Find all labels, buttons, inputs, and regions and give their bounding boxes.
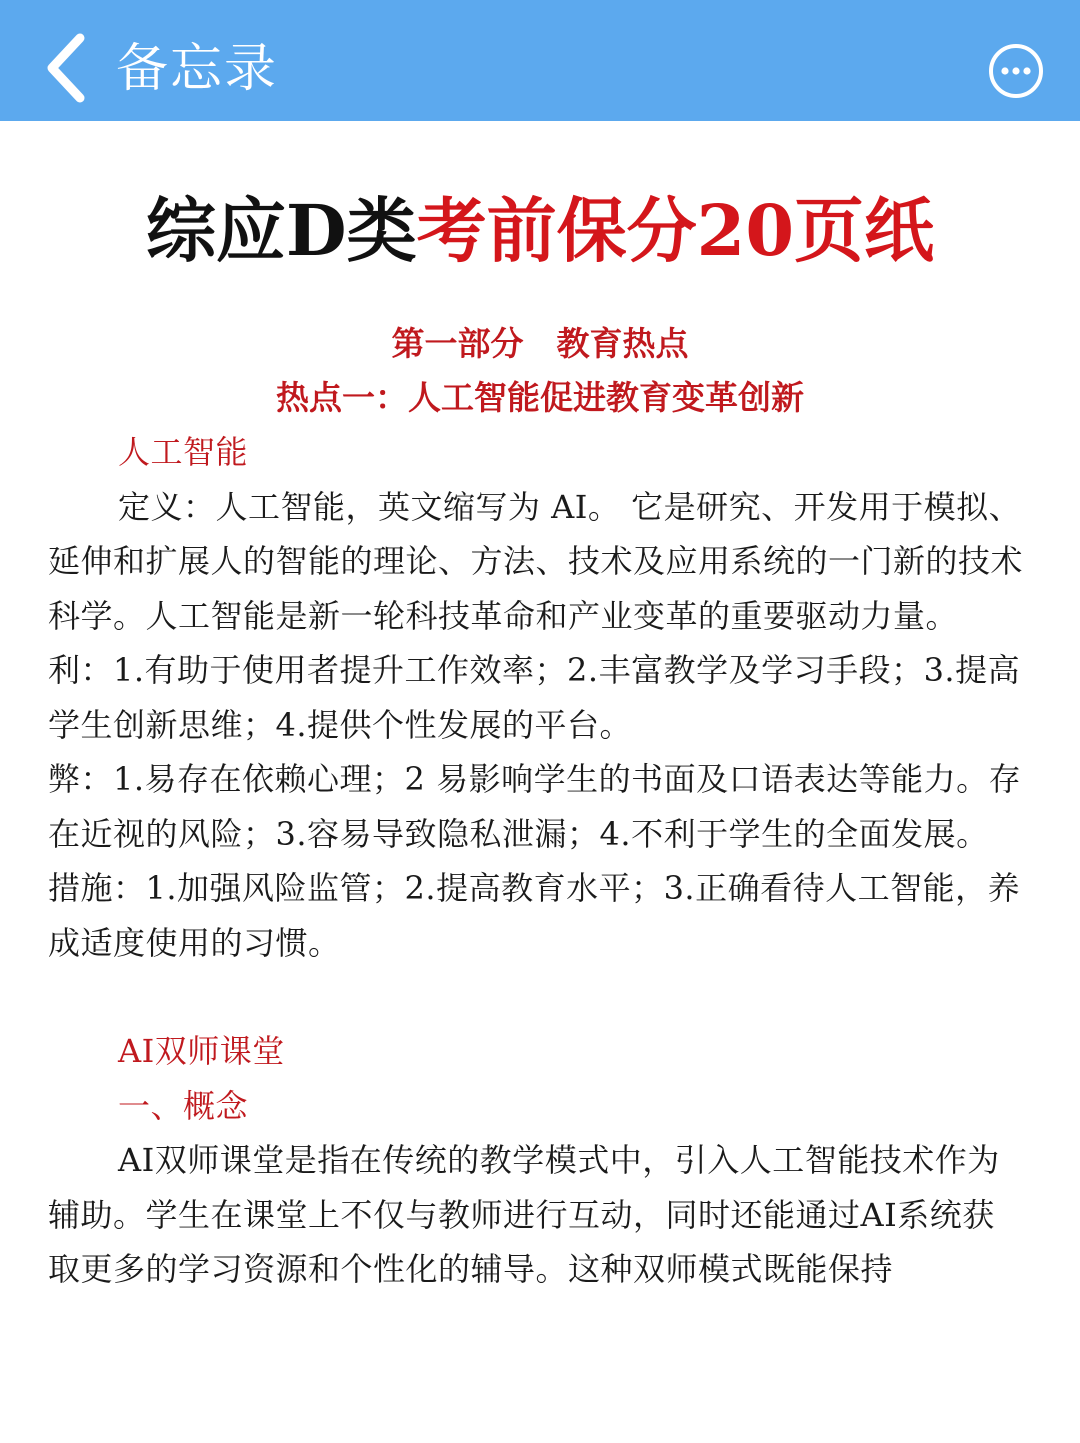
ai-pros-paragraph: 利：1.有助于使用者提升工作效率；2.丰富教学及学习手段；3.提高学生创新思维；4.提供个性发展的平台。 bbox=[48, 651, 1021, 744]
part-heading: 第一部分 教育热点 bbox=[391, 324, 689, 363]
document-title bbox=[0, 186, 1080, 276]
top-navigation-bar bbox=[0, 0, 1080, 121]
concept-heading: 一、概念 bbox=[118, 1086, 249, 1125]
chevron-left-icon bbox=[38, 30, 98, 106]
hotspot-heading: 热点一：人工智能促进教育变革创新 bbox=[276, 378, 804, 417]
ai-cons-paragraph: 弊：1.易存在依赖心理；2 易影响学生的书面及口语表达等能力。存在近视的风险；3.容易导致隐私泄漏；4.不利于学生的全面发展。 bbox=[48, 760, 1022, 853]
section-spacer bbox=[48, 970, 1023, 1024]
document-title-highlight: 考前保分20页纸 bbox=[416, 189, 935, 272]
note-body bbox=[48, 425, 1023, 1297]
ai-definition-paragraph: 定义：人工智能，英文缩写为 AI。 它是研究、开发用于模拟、延伸和扩展人的智能的理论、方法、技术及应用系统的一门新的技术科学。人工智能是新一轮科技革命和产业变革的重要驱动力量。 bbox=[48, 487, 1024, 635]
ai-measures-paragraph: 措施：1.加强风险监管；2.提高教育水平；3.正确看待人工智能，养成适度使用的习惯。 bbox=[48, 869, 1021, 962]
document-title-prefix: 综应D类 bbox=[145, 189, 417, 272]
more-horizontal-icon bbox=[988, 43, 1044, 99]
nav-title: 备忘录 bbox=[116, 39, 279, 99]
more-options-button[interactable] bbox=[988, 43, 1044, 99]
dual-teacher-section-heading: AI双师课堂 bbox=[118, 1032, 285, 1070]
ai-section-heading: 人工智能 bbox=[118, 433, 249, 471]
concept-paragraph: AI双师课堂是指在传统的教学模式中，引入人工智能技术作为辅助。学生在课堂上不仅与教师进行互动，同时还能通过AI系统获取更多的学习资源和个性化的辅导。这种双师模式既能保持 bbox=[48, 1141, 1000, 1288]
back-button[interactable] bbox=[38, 30, 98, 106]
